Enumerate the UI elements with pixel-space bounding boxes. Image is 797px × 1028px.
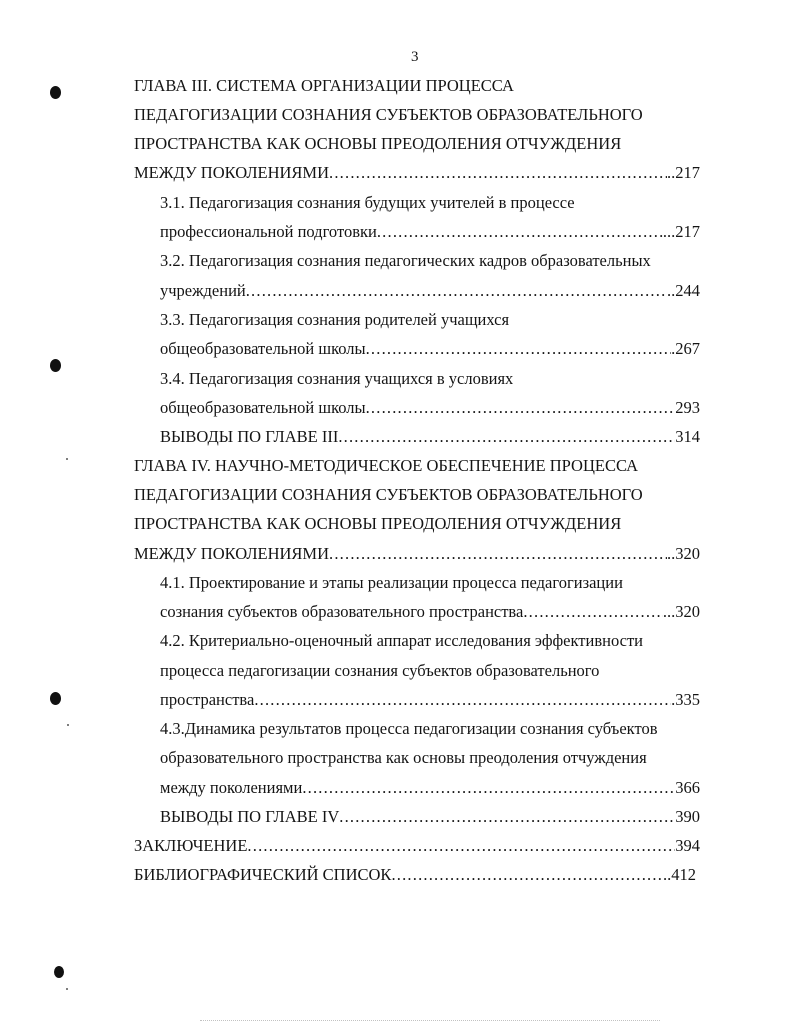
section-3-4-page: 293 <box>675 398 700 417</box>
conclusions-4-label: ВЫВОДЫ ПО ГЛАВЕ IV <box>160 807 340 826</box>
chapter-4-page: ..320 <box>667 544 700 563</box>
section-4-1-page: ...320 <box>662 602 700 621</box>
dot-leader <box>523 601 663 623</box>
chapter-3-title-line-1: ГЛАВА III. СИСТЕМА ОРГАНИЗАЦИИ ПРОЦЕССА <box>134 76 514 95</box>
dot-leader <box>329 543 667 565</box>
page-number: 3 <box>411 49 419 65</box>
toc-entry-conclusions-4[interactable] <box>160 806 700 828</box>
section-3-3-line-1: 3.3. Педагогизация сознания родителей учащихся <box>160 310 510 329</box>
toc-entry-chapter-4[interactable] <box>134 543 700 565</box>
bibliography-page: .412 <box>667 865 696 884</box>
dot-leader <box>338 426 675 448</box>
toc-entry-section-4-2[interactable] <box>160 689 700 711</box>
conclusion-page: 394 <box>675 836 700 855</box>
section-3-3-page: .267 <box>671 339 700 358</box>
chapter-4-title-line-2: ПЕДАГОГИЗАЦИИ СОЗНАНИЯ СУБЪЕКТОВ ОБРАЗОВАТЕЛЬНОГО <box>134 485 643 504</box>
toc-entry-section-3-4[interactable] <box>160 397 700 419</box>
binder-hole-mark <box>50 86 61 99</box>
scan-speck <box>66 458 68 460</box>
bibliography-label: БИБЛИОГРАФИЧЕСКИЙ СПИСОК <box>134 865 392 884</box>
dot-leader <box>339 806 675 828</box>
section-4-1-last-line: сознания субъектов образовательного пространства <box>160 602 524 621</box>
section-4-3-last-line: между поколениями <box>160 778 303 797</box>
toc-entry-conclusion[interactable] <box>134 835 700 857</box>
section-3-1-line-1: 3.1. Педагогизация сознания будущих учителей в процессе <box>160 193 575 212</box>
dot-leader <box>366 338 672 360</box>
chapter-4-title-last-line: МЕЖДУ ПОКОЛЕНИЯМИ <box>134 544 330 563</box>
binder-hole-mark <box>54 966 64 978</box>
section-4-3-line-1: 4.3.Динамика результатов процесса педагогизации сознания субъектов <box>160 719 658 738</box>
dot-leader <box>391 864 667 886</box>
toc-entry-section-4-1[interactable] <box>160 601 700 623</box>
section-4-2-last-line: пространства <box>160 690 255 709</box>
chapter-3-page: ..217 <box>667 163 700 182</box>
scan-speck <box>66 988 68 990</box>
section-4-3-line-2: образовательного пространства как основы преодоления отчуждения <box>160 748 647 767</box>
conclusions-3-page: 314 <box>675 427 700 446</box>
toc-entry-section-3-2[interactable] <box>160 280 700 302</box>
section-3-2-last-line: учреждений <box>160 281 246 300</box>
dot-leader <box>247 835 675 857</box>
scan-edge-artifact <box>200 1020 660 1025</box>
toc-entry-bibliography[interactable] <box>134 864 696 886</box>
chapter-4-title-line-1: ГЛАВА IV. НАУЧНО-МЕТОДИЧЕСКОЕ ОБЕСПЕЧЕНИЕ ПРОЦЕССА <box>134 456 639 475</box>
section-3-2-line-1: 3.2. Педагогизация сознания педагогических кадров образовательных <box>160 251 651 270</box>
section-4-3-page: 366 <box>675 778 700 797</box>
dot-leader <box>254 689 671 711</box>
scan-speck <box>67 724 69 726</box>
section-3-2-page: ..244 <box>667 281 700 300</box>
section-3-4-last-line: общеобразовательной школы <box>160 398 366 417</box>
section-4-1-line-1: 4.1. Проектирование и этапы реализации процесса педагогизации <box>160 573 623 592</box>
dot-leader <box>377 221 663 243</box>
section-4-2-line-1: 4.2. Критериально-оценочный аппарат исследования эффективности <box>160 631 643 650</box>
chapter-3-title-line-3: ПРОСТРАНСТВА КАК ОСНОВЫ ПРЕОДОЛЕНИЯ ОТЧУЖДЕНИЯ <box>134 134 622 153</box>
toc-entry-section-3-1[interactable] <box>160 221 700 243</box>
binder-hole-mark <box>50 359 61 372</box>
chapter-4-title-line-3: ПРОСТРАНСТВА КАК ОСНОВЫ ПРЕОДОЛЕНИЯ ОТЧУЖДЕНИЯ <box>134 514 622 533</box>
chapter-3-title-line-2: ПЕДАГОГИЗАЦИИ СОЗНАНИЯ СУБЪЕКТОВ ОБРАЗОВАТЕЛЬНОГО <box>134 105 643 124</box>
section-3-4-line-1: 3.4. Педагогизация сознания учащихся в условиях <box>160 369 514 388</box>
chapter-3-title-last-line: МЕЖДУ ПОКОЛЕНИЯМИ <box>134 163 330 182</box>
binder-hole-mark <box>50 692 61 705</box>
toc-entry-conclusions-3[interactable] <box>160 426 700 448</box>
section-3-1-last-line: профессиональной подготовки <box>160 222 377 241</box>
dot-leader <box>246 280 667 302</box>
toc-entry-section-3-3[interactable] <box>160 338 700 360</box>
conclusions-4-page: 390 <box>675 807 700 826</box>
conclusions-3-label: ВЫВОДЫ ПО ГЛАВЕ III <box>160 427 339 446</box>
section-4-2-line-2: процесса педагогизации сознания субъектов образовательного <box>160 661 600 680</box>
dot-leader <box>329 162 667 184</box>
toc-entry-chapter-3[interactable] <box>134 162 700 184</box>
toc-entry-section-4-3[interactable] <box>160 777 700 799</box>
conclusion-label: ЗАКЛЮЧЕНИЕ <box>134 836 248 855</box>
section-3-3-last-line: общеобразовательной школы <box>160 339 366 358</box>
section-3-1-page: ...217 <box>662 222 700 241</box>
section-4-2-page: .335 <box>671 690 700 709</box>
dot-leader <box>366 397 676 419</box>
dot-leader <box>302 777 675 799</box>
